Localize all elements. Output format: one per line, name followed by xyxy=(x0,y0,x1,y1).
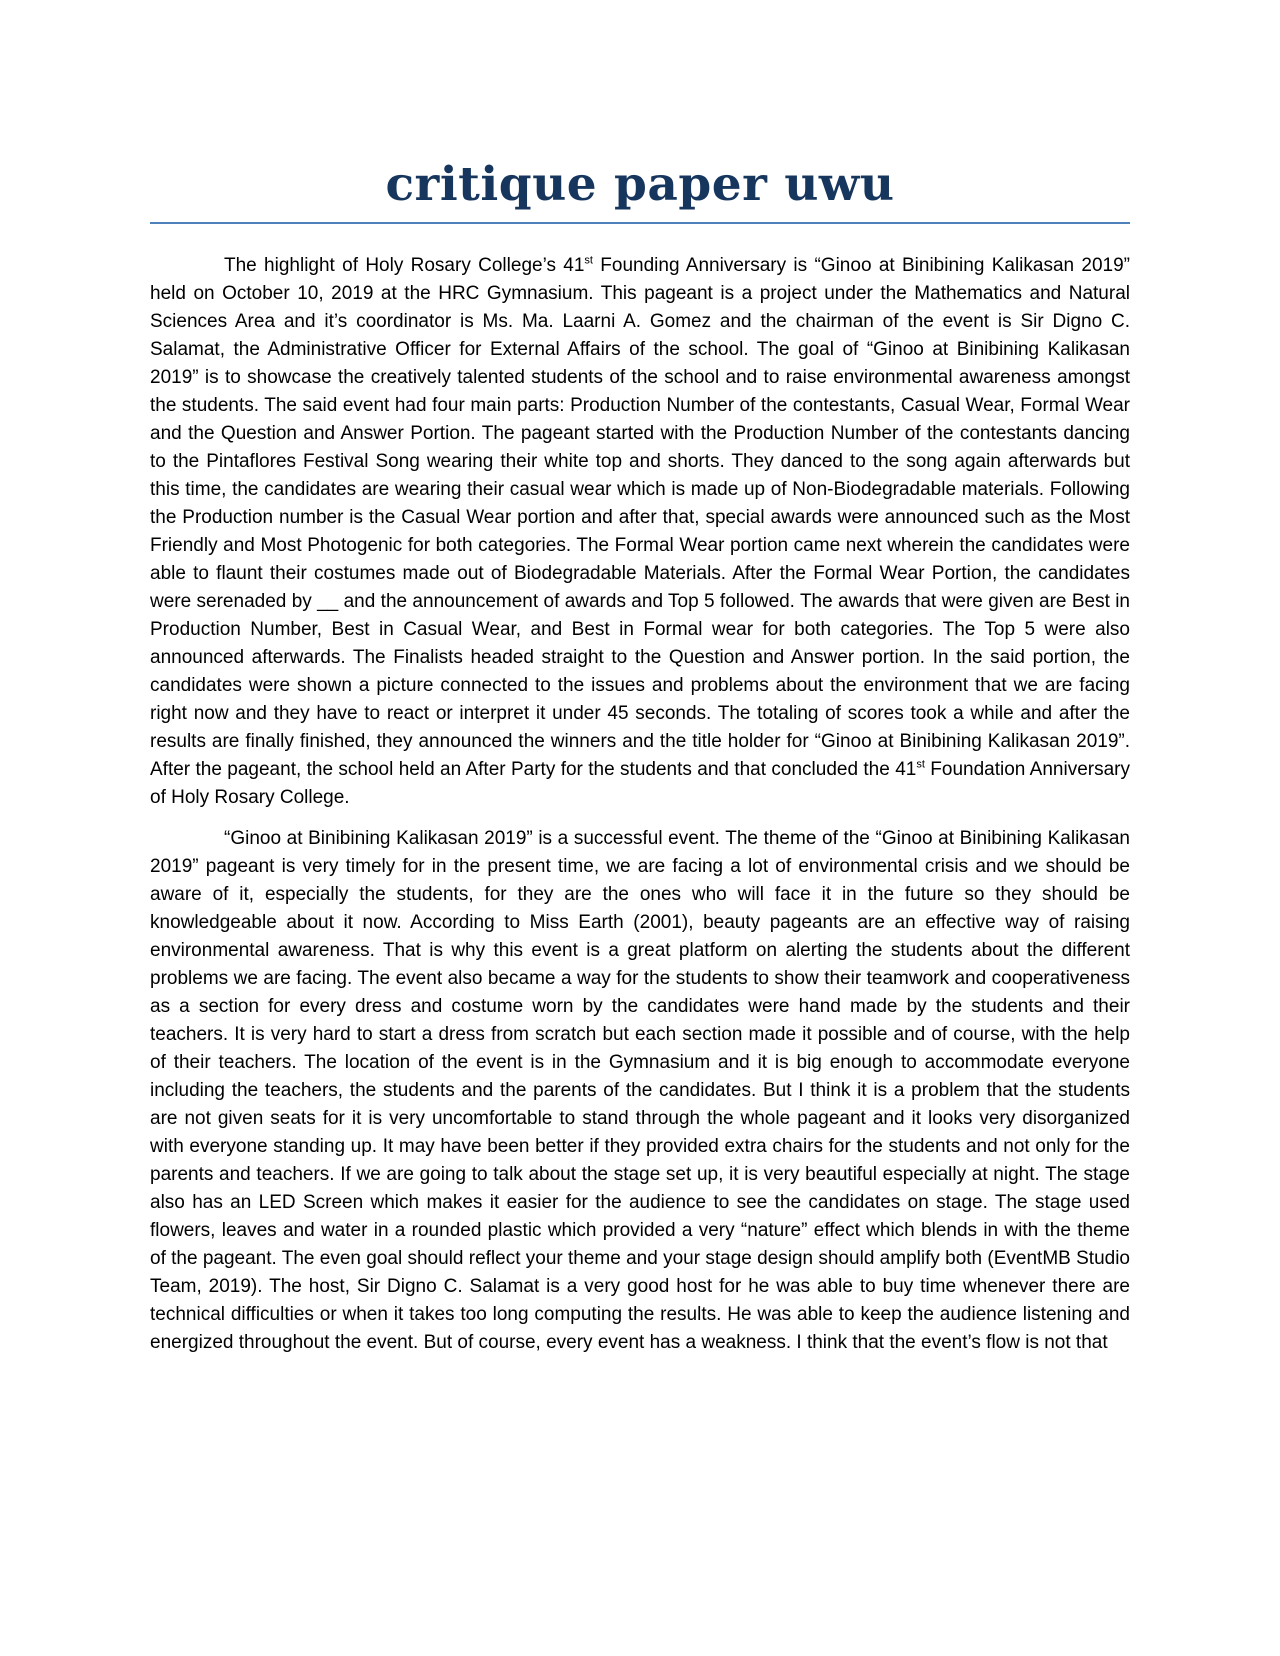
paragraph-2: “Ginoo at Binibining Kalikasan 2019” is a successful event. The theme of the “Ginoo at Binibining Kalikasan 2019” pageant is very timely for in the present time, we are facing a lot of environmental crisis and we should be aware of it, especially the students, for they are the ones who will face it in the future so they should be knowledgeable about it now. According to Miss Earth (2001), beauty pageants are an effective way of raising environmental awareness. That is why this event is a great platform on alerting the students about the different problems we are facing. The event also became a way for the students to show their teamwork and cooperativeness as a section for every dress and costume worn by the candidates were hand made by the students and their teachers. It is very hard to start a dress from scratch but each section made it possible and of course, with the help of their teachers. The location of the event is in the Gymnasium and it is big enough to accommodate everyone including the teachers, the students and the parents of the candidates. But I think it is a problem that the students are not given seats for it is very uncomfortable to stand through the whole pageant and it looks very disorganized with everyone standing up. It may have been better if they provided extra chairs for the students and not only for the parents and teachers. If we are going to talk about the stage set up, it is very beautiful especially at night. The stage also has an LED Screen which makes it easier for the audience to see the candidates on stage. The stage used flowers, leaves and water in a rounded plastic which provided a very “nature” effect which blends in with the theme of the pageant. The even goal should reflect your theme and your stage design should amplify both (EventMB Studio Team, 2019). The host, Sir Digno C. Salamat is a very good host for he was able to buy time whenever there are technical difficulties or when it takes too long computing the results. He was able to keep the audience listening and energized throughout the event. But of course, every event has a weakness. I think that the event’s flow is not that xyxy=(150,828,1130,1353)
ordinal-superscript: st xyxy=(584,254,593,267)
title-underline-rule xyxy=(150,222,1130,224)
document-title: critique paper uwu xyxy=(385,157,895,212)
paragraph-1-text-c: Foundation Anniversary of Holy Rosary College. xyxy=(150,759,1130,808)
paragraph-1-text-b: Founding Anniversary is “Ginoo at Binibining Kalikasan 2019” held on October 10, 2019 at the HRC Gymnasium. This pageant is a project under the Mathematics and Natural Sciences Area and it’s coordinator is Ms. Ma. Laarni A. Gomez and the chairman of the event is Sir Digno C. Salamat, the Administrative Officer for External Affairs of the school. The goal of “Ginoo at Binibining Kalikasan 2019” is to showcase the creatively talented students of the school and to raise environmental awareness amongst the students. The said event had four main parts: Production Number of the contestants, Casual Wear, Formal Wear and the Question and Answer Portion. The pageant started with the Production Number of the contestants dancing to the Pintaflores Festival Song wearing their white top and shorts. They danced to the song again afterwards but this time, the candidates are wearing their casual wear which is made up of Non-Biodegradable materials. Following the Production number is the Casual Wear portion and after that, special awards were announced such as the Most Friendly and Most Photogenic for both categories. The Formal Wear portion came next wherein the candidates were able to flaunt their costumes made out of Biodegradable Materials. After the Formal Wear Portion, the candidates were serenaded by __ and the announcement of awards and Top 5 followed. The awards that were given are Best in Production Number, Best in Casual Wear, and Best in Formal wear for both categories. The Top 5 were also announced afterwards. The Finalists headed straight to the Question and Answer portion. In the said portion, the candidates were shown a picture connected to the issues and problems about the environment that we are facing right now and they have to react or interpret it under 45 seconds. The totaling of scores took a while and after the results are finally finished, they announced the winners and the title holder for “Ginoo at Binibining Kalikasan 2019”. After the pageant, the school held an After Party for the students and that concluded the 41 xyxy=(150,255,1130,780)
document-body xyxy=(150,252,1130,1370)
paragraph-1 xyxy=(150,252,1130,812)
ordinal-superscript: st xyxy=(916,758,925,771)
paragraph-1-text-a: The highlight of Holy Rosary College’s 41 xyxy=(224,255,585,276)
